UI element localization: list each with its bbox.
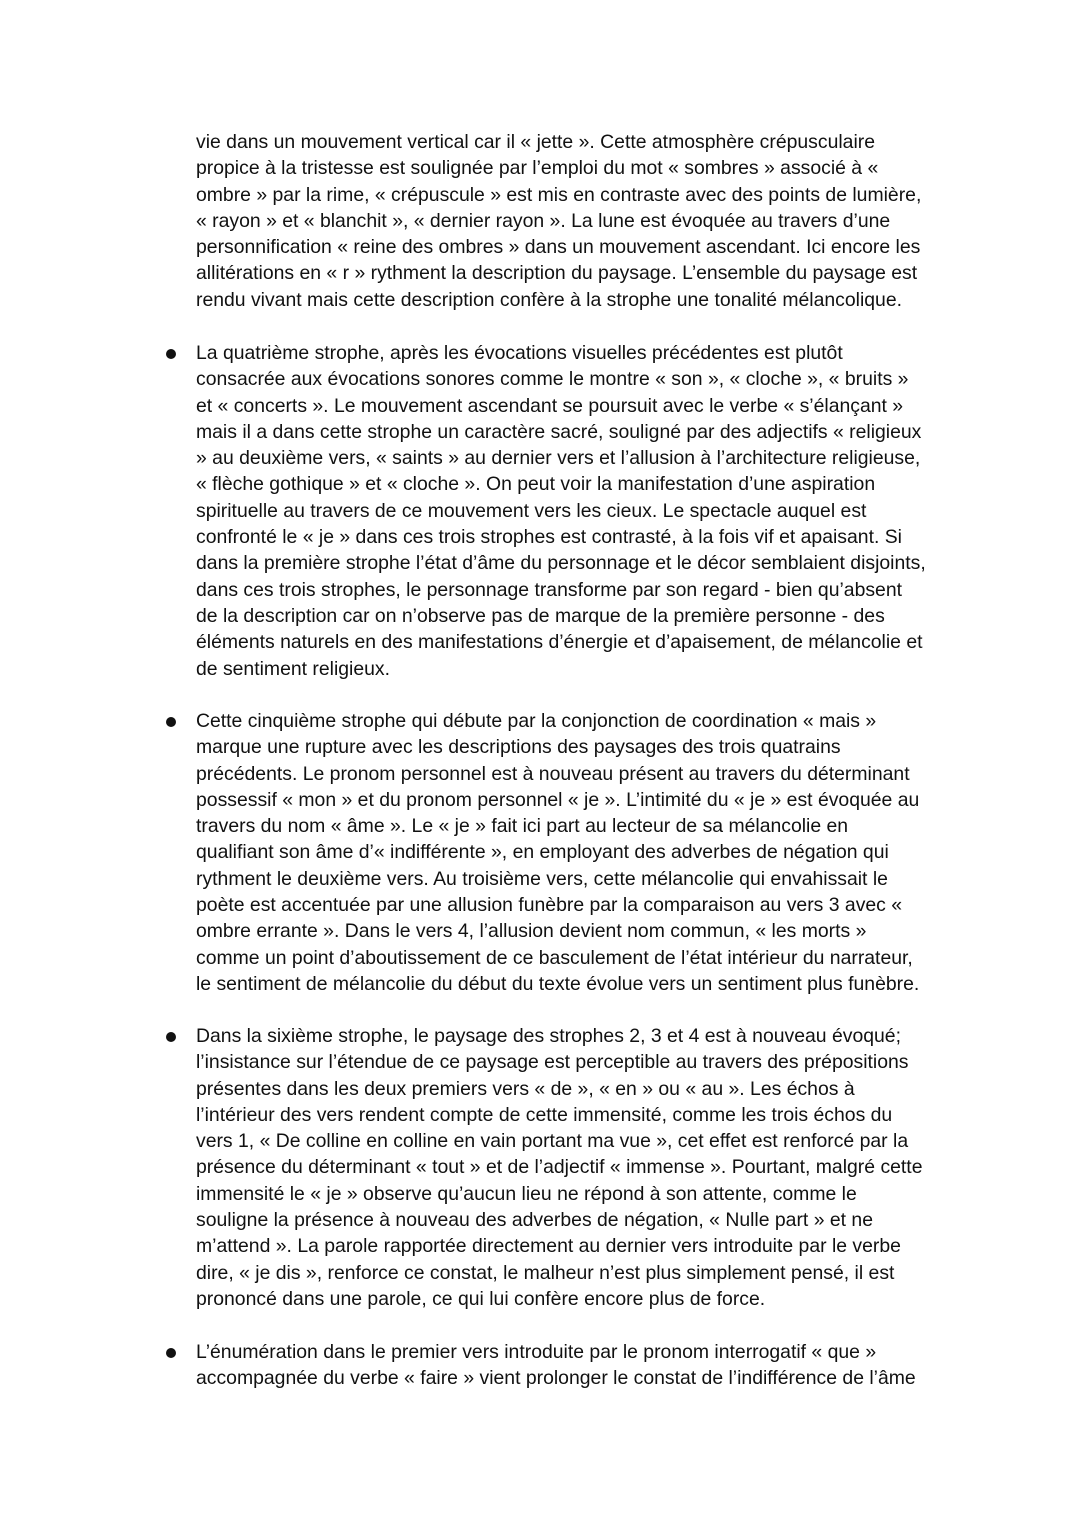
continuation-paragraph: vie dans un mouvement vertical car il « jette ». Cette atmosphère crépusculaire propice à la tristesse est soulignée par l’emploi du mot « sombres » associé à « ombre » par la rime, « crépuscule » est mis en contraste avec des points de lumière, « rayon » et « blanchit », « dernier rayon ». La lune est évoquée au travers d’une personnification « reine des ombres » dans un mouvement ascendant. Ici encore les allitérations en « r » rythment la description du paysage. L’ensemble du paysage est rendu vivant mais cette description confère à la strophe une tonalité mélancolique. — [196, 131, 922, 311]
bullet-icon — [166, 717, 176, 727]
bullet-icon — [166, 349, 176, 359]
bullet-icon — [166, 1348, 176, 1358]
bullet-icon — [166, 1032, 176, 1042]
bullet-paragraph-strophe-7: L’énumération dans le premier vers introduite par le pronom interrogatif « que » accompagnée du verbe « faire » vient prolonger le constat de l’indifférence de l’âme — [196, 1341, 916, 1390]
bullet-paragraph-strophe-4: La quatrième strophe, après les évocations visuelles précédentes est plutôt consacrée aux évocations sonores comme le montre « son », « cloche », « bruits » et « concerts ». Le mouvement ascendant se poursuit avec le verbe « s’élançant » mais il a dans cette strophe un caractère sacré, souligné par des adjectifs « religieux » au deuxième vers, « saints » au dernier vers et l’allusion à l’architecture religieuse, « flèche gothique » et « cloche ». On peut voir la manifestation d’une aspiration spirituelle au travers de ce mouvement vers les cieux. Le spectacle auquel est confronté le « je » dans ces trois strophes est contrasté, à la fois vif et apaisant. Si dans la première strophe l’état d’âme du personnage et le décor semblaient disjoints, dans ces trois strophes, le personnage transforme par son regard - bien qu’absent de la description car on n’observe pas de marque de la première personne - des éléments naturels en des manifestations d’énergie et d’apaisement, de mélancolie et de sentiment religieux. — [196, 342, 926, 680]
bullet-paragraph-strophe-5: Cette cinquième strophe qui débute par la conjonction de coordination « mais » marque une rupture avec les descriptions des paysages des trois quatrains précédents. Le pronom personnel est à nouveau présent au travers du déterminant possessif « mon » et du pronom personnel « je ». L’intimité du « je » est évoquée au travers du nom « âme ». Le « je » fait ici part au lecteur de sa mélancolie en qualifiant son âme d’« indifférente », en employant des adverbes de négation qui rythment le deuxième vers. Au troisième vers, cette mélancolie qui envahissait le poète est accentuée par une allusion funèbre par la comparaison au vers 3 avec « ombre errante ». Dans le vers 4, l’allusion devient nom commun, « les morts » comme un point d’aboutissement de ce basculement de l’état intérieur du narrateur, le sentiment de mélancolie du début du texte évolue vers un sentiment plus funèbre. — [196, 710, 920, 995]
bullet-paragraph-strophe-6: Dans la sixième strophe, le paysage des strophes 2, 3 et 4 est à nouveau évoqué; l’insistance sur l’étendue de ce paysage est perceptible au travers des prépositions présentes dans les deux premiers vers « de », « en » ou « au ». Les échos à l’intérieur des vers rendent compte de cette immensité, comme les trois échos du vers 1, « De colline en colline en vain portant ma vue », cet effet est renforcé par la présence du déterminant « tout » et de l’adjectif « immense ». Pourtant, malgré cette immensité le « je » observe qu’aucun lieu ne répond à son attente, comme le souligne la présence à nouveau des adverbes de négation, « Nulle part » et ne m’attend ». La parole rapportée directement au dernier vers introduite par le verbe dire, « je dis », renforce ce constat, le malheur n’est plus simplement pensé, il est prononcé dans une parole, ce qui lui confère encore plus de force. — [196, 1025, 923, 1310]
